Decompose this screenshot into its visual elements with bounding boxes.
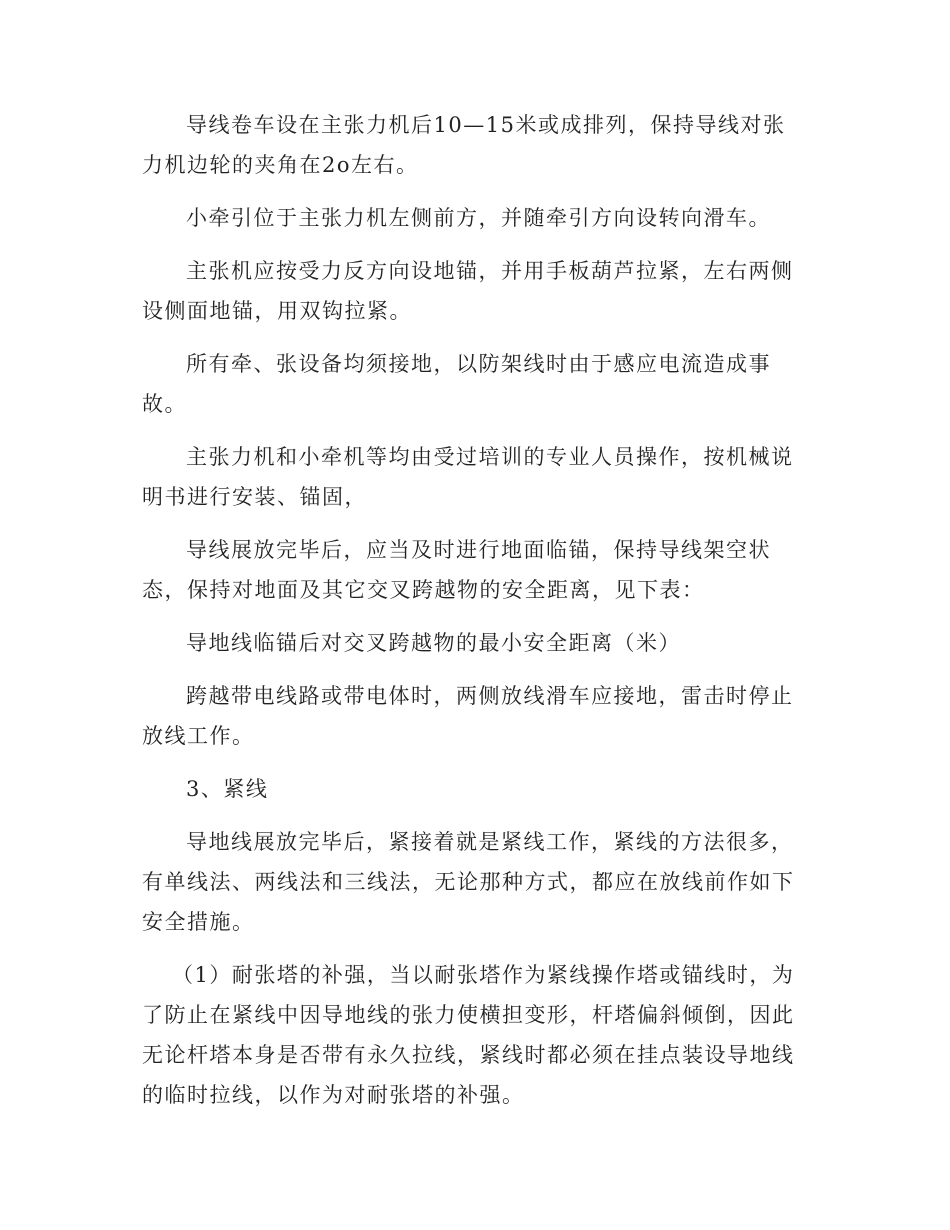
- paragraph-table-caption: 导地线临锚后对交叉跨越物的最小安全距离（米）: [186, 631, 681, 655]
- paragraph-tensioning-methods: 导地线展放完毕后，紧接着就是紧线工作，紧线的方法很多，有单线法、两线法和三线法，无论那种方式，都应在放线前作如下安全措施。: [142, 830, 795, 934]
- paragraph-operators: 主张力机和小牵机等均由受过培训的专业人员操作，按机械说明书进行安装、锚固，: [142, 445, 794, 509]
- paragraph-reel-placement: 导线卷车设在主张力机后10—15米或成排列，保持导线对张力机边轮的夹角在2o左右。: [142, 113, 786, 177]
- paragraph-grounding: 所有牵、张设备均须接地，以防架线时由于感应电流造成事故。: [142, 352, 771, 416]
- paragraph-tension-tower-reinforcement: （1）耐张塔的补强，当以耐张塔作为紧线操作塔或锚线时，为了防止在紧线中因导地线的张力使横担变形，杆塔偏斜倾倒，因此无论杆塔本身是否带有永久拉线，紧线时都必须在挂点装设导地线的临时拉线，以作为对耐张塔的补强。: [142, 963, 795, 1107]
- paragraph-ground-anchor: 主张机应按受力反方向设地锚，并用手板葫芦拉紧，左右两侧设侧面地锚，用双钩拉紧。: [142, 259, 794, 323]
- paragraph-live-line-crossing: 跨越带电线路或带电体时，两侧放线滑车应接地，雷击时停止放线工作。: [142, 684, 794, 748]
- paragraph-temporary-anchor: 导线展放完毕后，应当及时进行地面临锚，保持导线架空状态，保持对地面及其它交叉跨越物的安全距离，见下表：: [142, 538, 771, 602]
- document-body: [142, 105, 807, 1128]
- paragraph-small-puller: 小牵引位于主张力机左侧前方，并随牵引方向设转向滑车。: [186, 206, 771, 230]
- section-heading-tensioning: 3、紧线: [186, 777, 269, 801]
